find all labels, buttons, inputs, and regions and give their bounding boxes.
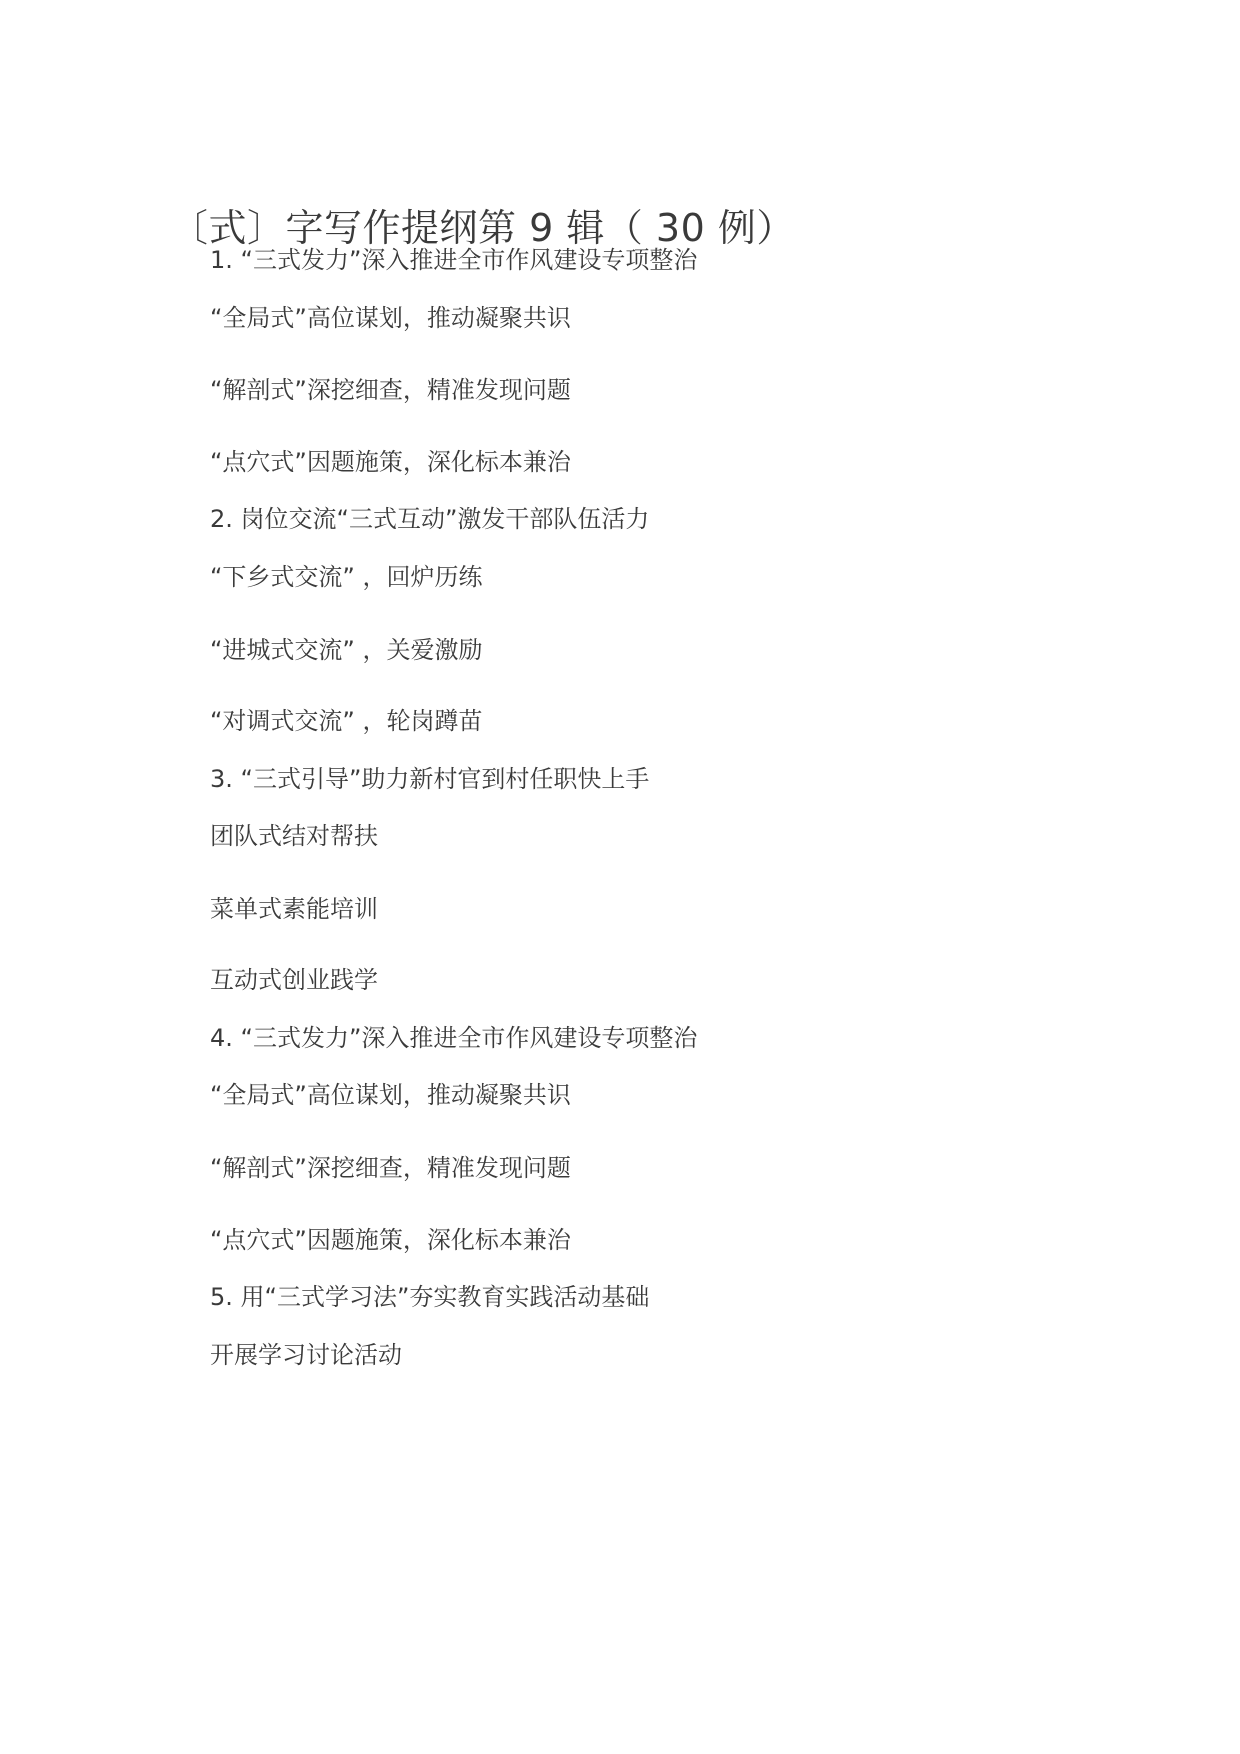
section-1-item-1: “全局式”高位谋划，推动凝聚共识 [210, 304, 571, 332]
section-3-item-3: 互动式创业践学 [210, 966, 378, 994]
section-2-item-1: “下乡式交流” ，回炉历练 [210, 563, 483, 591]
section-heading-1: 1. “三式发力”深入推进全市作风建设专项整治 [210, 246, 698, 274]
section-3-item-1: 团队式结对帮扶 [210, 822, 378, 850]
section-4-item-3: “点穴式”因题施策，深化标本兼治 [210, 1226, 571, 1254]
section-4-item-2: “解剖式”深挖细查，精准发现问题 [210, 1154, 571, 1182]
section-5-item-1: 开展学习讨论活动 [210, 1341, 402, 1369]
document-title: 〔式〕字写作提纲第 9 辑（ 30 例） [170, 206, 795, 250]
section-heading-4: 4. “三式发力”深入推进全市作风建设专项整治 [210, 1024, 698, 1052]
section-1-item-2: “解剖式”深挖细查，精准发现问题 [210, 376, 571, 404]
section-3-item-2: 菜单式素能培训 [210, 895, 378, 923]
section-2-item-3: “对调式交流” ，轮岗蹲苗 [210, 707, 483, 735]
section-heading-3: 3. “三式引导”助力新村官到村任职快上手 [210, 765, 650, 793]
section-2-item-2: “进城式交流” ，关爱激励 [210, 636, 483, 664]
section-4-item-1: “全局式”高位谋划，推动凝聚共识 [210, 1081, 571, 1109]
section-heading-5: 5. 用“三式学习法”夯实教育实践活动基础 [210, 1283, 650, 1311]
section-heading-2: 2. 岗位交流“三式互动”激发干部队伍活力 [210, 505, 650, 533]
section-1-item-3: “点穴式”因题施策，深化标本兼治 [210, 448, 571, 476]
